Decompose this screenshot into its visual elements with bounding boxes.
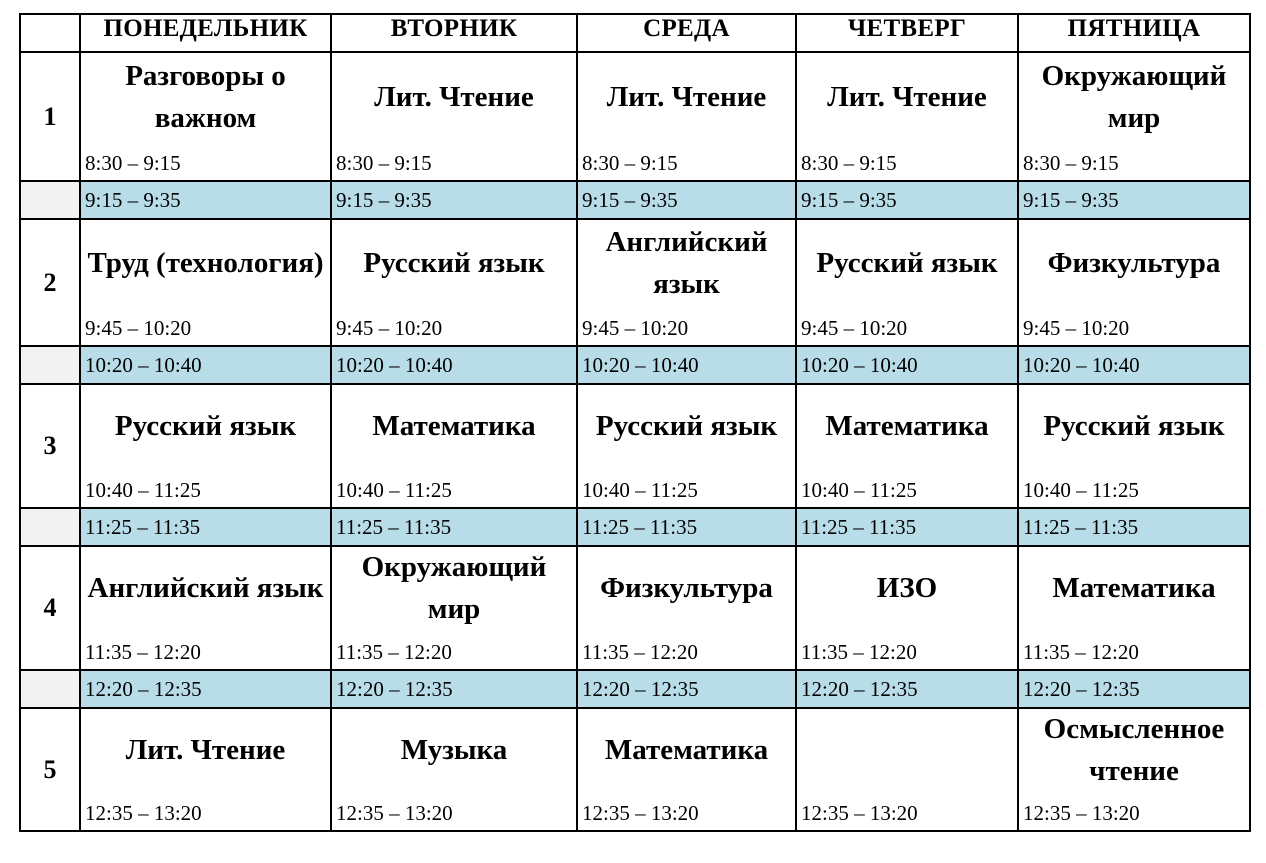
subject-name: Русский язык — [363, 246, 545, 279]
subject-name: Английский язык — [605, 225, 768, 300]
lesson-cell — [331, 219, 577, 346]
lesson-cell — [577, 546, 796, 670]
lesson-row — [20, 52, 1250, 181]
break-time: 10:20 – 10:40 — [1018, 346, 1250, 384]
lesson-time: 8:30 – 9:15 — [336, 151, 432, 175]
lesson-cell — [577, 219, 796, 346]
break-time: 11:25 – 11:35 — [80, 508, 331, 546]
break-number-cell — [20, 181, 80, 219]
lesson-cell — [796, 384, 1018, 508]
break-time: 11:25 – 11:35 — [577, 508, 796, 546]
lesson-cell — [796, 52, 1018, 181]
break-time: 12:20 – 12:35 — [796, 670, 1018, 708]
break-time: 9:15 – 9:35 — [331, 181, 577, 219]
lesson-time: 11:35 – 12:20 — [336, 640, 452, 664]
corner-cell — [20, 14, 80, 52]
lesson-cell — [80, 52, 331, 181]
break-time: 10:20 – 10:40 — [331, 346, 577, 384]
subject-name: Окружающий мир — [1041, 59, 1227, 134]
subject-name: Английский язык — [87, 572, 324, 604]
subject-name: Осмысленное чтение — [1043, 712, 1225, 787]
lesson-time: 8:30 – 9:15 — [85, 151, 181, 175]
day-header-friday: ПЯТНИЦА — [1018, 14, 1250, 52]
subject-name: Музыка — [400, 733, 508, 766]
lesson-time: 10:40 – 11:25 — [1023, 478, 1139, 502]
lesson-row — [20, 546, 1250, 670]
lesson-time: 8:30 – 9:15 — [1023, 151, 1119, 175]
subject-name: Русский язык — [595, 410, 778, 442]
lesson-cell — [80, 384, 331, 508]
lesson-cell — [331, 546, 577, 670]
subject-name: Окружающий мир — [361, 551, 547, 625]
break-time: 10:20 – 10:40 — [796, 346, 1018, 384]
lesson-time: 10:40 – 11:25 — [336, 478, 452, 502]
day-header-wednesday: СРЕДА — [577, 14, 796, 52]
subject-name: Разговоры о важном — [125, 59, 286, 134]
lesson-time: 12:35 – 13:20 — [582, 801, 699, 825]
subject-name: Лит. Чтение — [606, 80, 767, 113]
break-time: 10:20 – 10:40 — [80, 346, 331, 384]
break-row — [20, 508, 1250, 546]
break-row — [20, 181, 1250, 219]
lesson-cell — [577, 384, 796, 508]
lesson-cell — [577, 708, 796, 831]
day-header-tuesday: ВТОРНИК — [331, 14, 577, 52]
break-time: 9:15 – 9:35 — [80, 181, 331, 219]
lesson-row — [20, 384, 1250, 508]
break-row — [20, 346, 1250, 384]
header-row — [20, 14, 1250, 52]
day-header-thursday: ЧЕТВЕРГ — [796, 14, 1018, 52]
lesson-time: 10:40 – 11:25 — [582, 478, 698, 502]
lesson-time: 10:40 – 11:25 — [85, 478, 201, 502]
lesson-number: 2 — [20, 219, 80, 346]
break-time: 9:15 – 9:35 — [796, 181, 1018, 219]
lesson-cell — [331, 384, 577, 508]
lesson-time: 10:40 – 11:25 — [801, 478, 917, 502]
lesson-time: 12:35 – 13:20 — [801, 801, 918, 825]
subject-name: Русский язык — [816, 246, 998, 279]
lesson-cell — [80, 219, 331, 346]
break-time: 11:25 – 11:35 — [796, 508, 1018, 546]
lesson-cell — [796, 546, 1018, 670]
lesson-number: 4 — [20, 546, 80, 670]
lesson-time: 11:35 – 12:20 — [801, 640, 917, 664]
break-time: 12:20 – 12:35 — [331, 670, 577, 708]
lesson-cell — [331, 708, 577, 831]
subject-name: Труд (технология) — [87, 246, 324, 279]
subject-name: Русский язык — [1043, 410, 1225, 442]
lesson-time: 8:30 – 9:15 — [801, 151, 897, 175]
lesson-number: 1 — [20, 52, 80, 181]
break-number-cell — [20, 670, 80, 708]
subject-name: Лит. Чтение — [125, 733, 286, 766]
lesson-cell — [796, 219, 1018, 346]
break-time: 11:25 – 11:35 — [331, 508, 577, 546]
break-time: 10:20 – 10:40 — [577, 346, 796, 384]
break-time: 12:20 – 12:35 — [1018, 670, 1250, 708]
subject-name — [797, 709, 1017, 790]
break-time: 12:20 – 12:35 — [80, 670, 331, 708]
break-number-cell — [20, 508, 80, 546]
lesson-cell — [80, 546, 331, 670]
subject-name: Математика — [604, 733, 769, 766]
lesson-cell — [1018, 384, 1250, 508]
lesson-cell — [80, 708, 331, 831]
lesson-time: 9:45 – 10:20 — [801, 316, 908, 340]
lesson-time: 11:35 – 12:20 — [1023, 640, 1139, 664]
lesson-cell — [1018, 219, 1250, 346]
lesson-number: 5 — [20, 708, 80, 831]
lesson-cell — [577, 52, 796, 181]
lesson-cell — [1018, 708, 1250, 831]
subject-name: Лит. Чтение — [374, 80, 534, 113]
break-time: 11:25 – 11:35 — [1018, 508, 1250, 546]
lesson-cell — [331, 52, 577, 181]
break-time: 9:15 – 9:35 — [1018, 181, 1250, 219]
break-time: 9:15 – 9:35 — [577, 181, 796, 219]
lesson-time: 9:45 – 10:20 — [582, 316, 689, 340]
break-row — [20, 670, 1250, 708]
lesson-cell — [1018, 546, 1250, 670]
lesson-time: 9:45 – 10:20 — [336, 316, 443, 340]
lesson-time: 11:35 – 12:20 — [582, 640, 698, 664]
subject-name: Русский язык — [114, 410, 297, 442]
subject-name: Физкультура — [1047, 246, 1221, 279]
lesson-row — [20, 708, 1250, 831]
lesson-cell — [1018, 52, 1250, 181]
lesson-cell — [796, 708, 1018, 831]
schedule-table — [19, 13, 1251, 832]
lesson-time: 12:35 – 13:20 — [85, 801, 202, 825]
day-header-monday: ПОНЕДЕЛЬНИК — [80, 14, 331, 52]
lesson-time: 9:45 – 10:20 — [85, 316, 192, 340]
subject-name: ИЗО — [876, 572, 938, 604]
lesson-time: 8:30 – 9:15 — [582, 151, 678, 175]
subject-name: Математика — [372, 410, 536, 442]
subject-name: Математика — [1052, 572, 1216, 604]
lesson-time: 12:35 – 13:20 — [1023, 801, 1140, 825]
lesson-time: 9:45 – 10:20 — [1023, 316, 1130, 340]
subject-name: Лит. Чтение — [827, 80, 987, 113]
break-time: 12:20 – 12:35 — [577, 670, 796, 708]
lesson-time: 11:35 – 12:20 — [85, 640, 201, 664]
subject-name: Математика — [825, 410, 989, 442]
lesson-number: 3 — [20, 384, 80, 508]
lesson-time: 12:35 – 13:20 — [336, 801, 453, 825]
break-number-cell — [20, 346, 80, 384]
lesson-row — [20, 219, 1250, 346]
subject-name: Физкультура — [600, 572, 773, 604]
